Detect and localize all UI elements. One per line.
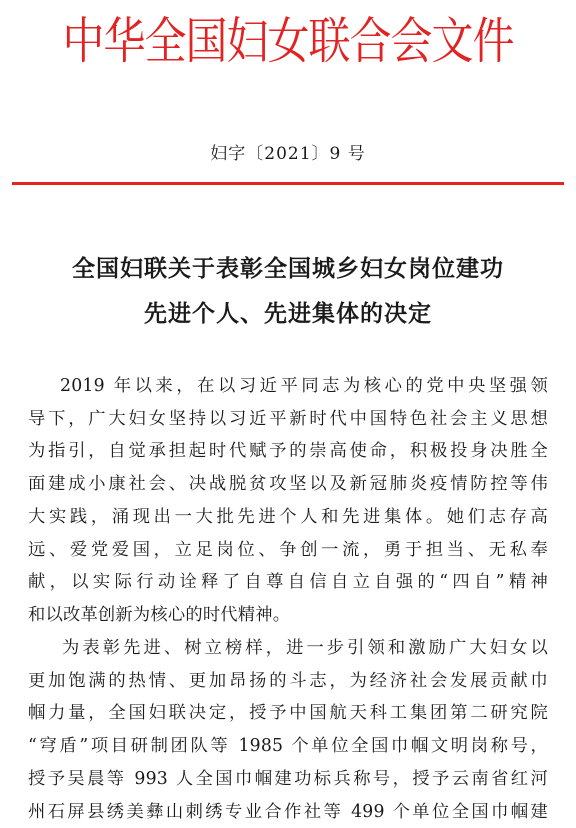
paragraph-1-line-2: 导下，广大妇女坚持以习近平新时代中国特色社会主义思想 bbox=[28, 408, 548, 429]
paragraph-2-line-3: 帼力量，全国妇联决定，授予中国航天科工集团第二研究院 bbox=[28, 703, 548, 724]
paragraph-2 bbox=[28, 632, 548, 828]
paragraph-2-line-1: 为表彰先进、树立榜样，进一步引领和激励广大妇女以 bbox=[62, 638, 548, 658]
paragraph-1-line-1: 2019 年以来，在以习近平同志为核心的党中央坚强领 bbox=[60, 376, 548, 396]
document-title-line-1: 全国妇联关于表彰全国城乡妇女岗位建功 bbox=[72, 256, 504, 282]
document-title-line-2: 先进个人、先进集体的决定 bbox=[144, 301, 432, 327]
paragraph-2-line-2: 更加饱满的热情、更加昂扬的斗志，为经济社会发展贡献巾 bbox=[28, 670, 548, 691]
paragraph-1-line-6: 远、爱党爱国，立足岗位、争创一流，勇于担当、无私奉 bbox=[28, 539, 548, 560]
paragraph-1-line-3: 为指引，自觉承担起时代赋予的崇高使命，积极投身决胜全 bbox=[28, 441, 548, 462]
paragraph-1 bbox=[28, 370, 548, 632]
paragraph-2-line-5: 授予吴晨等 993 人全国巾帼建功标兵称号，授予云南省红河 bbox=[28, 768, 548, 789]
paragraph-1-line-5: 大实践，涌现出一大批先进个人和先进集体。她们志存高 bbox=[28, 506, 548, 527]
document-number: 妇字〔2021〕9 号 bbox=[210, 144, 366, 164]
paragraph-1-line-8: 和以改革创新为核心的时代精神。 bbox=[28, 604, 291, 625]
paragraph-1-line-7: 献，以实际行动诠释了自尊自信自立自强的“四自”精神 bbox=[28, 572, 548, 593]
document-masthead: 中华全国妇女联合会文件 bbox=[62, 11, 514, 70]
paragraph-2-line-4: “穹盾”项目研制团队等 1985 个单位全国巾帼文明岗称号， bbox=[28, 736, 548, 757]
paragraph-1-line-4: 面建成小康社会、决战脱贫攻坚以及新冠肺炎疫情防控等伟 bbox=[28, 474, 548, 495]
paragraph-2-line-6: 州石屏县绣美彝山刺绣专业合作社等 499 个单位全国巾帼建 bbox=[28, 801, 548, 822]
red-divider-line bbox=[12, 182, 564, 185]
